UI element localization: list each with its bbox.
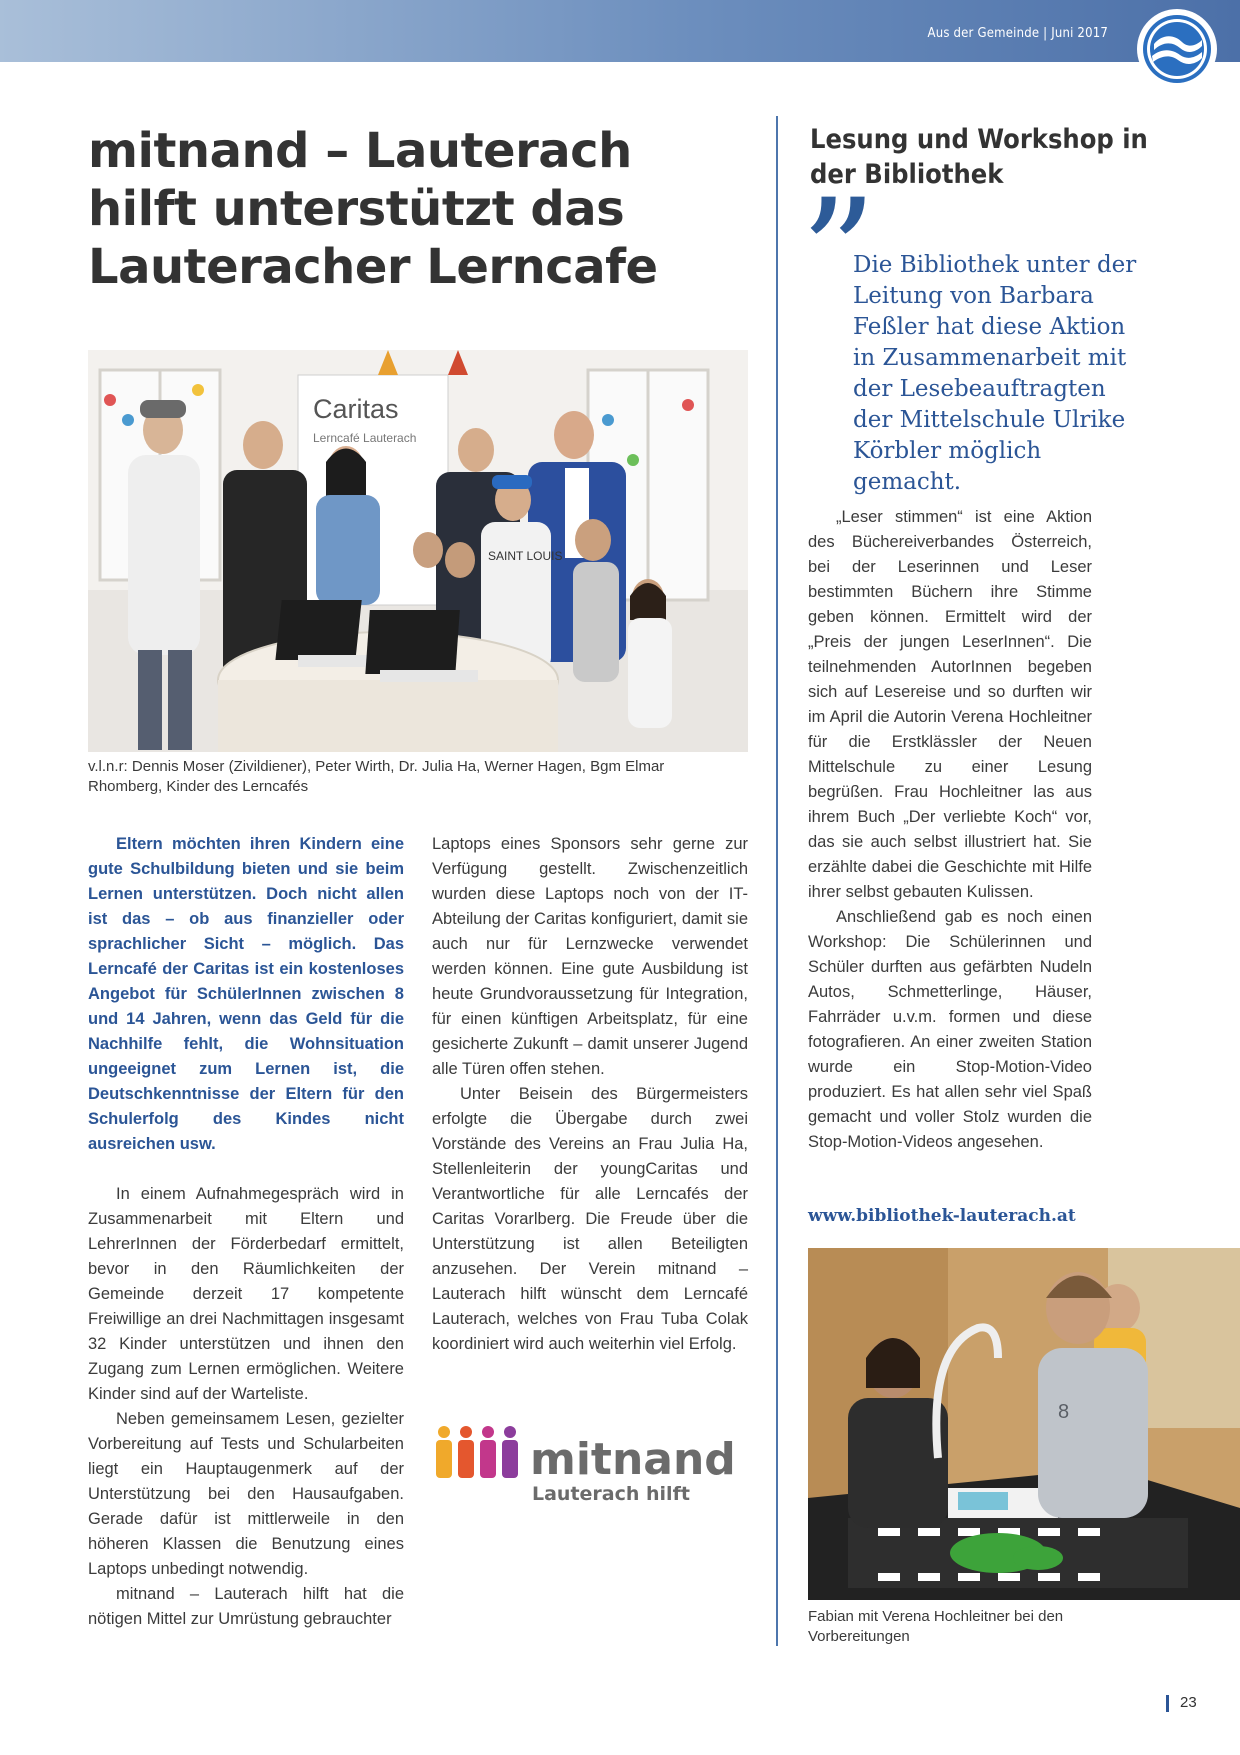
wave-emblem-icon	[1140, 12, 1214, 86]
photo-caption: v.l.n.r: Dennis Moser (Zivildiener), Peter Wirth, Dr. Julia Ha, Werner Hagen, Bgm Elmar Rhomberg, Kinder des Lerncafés	[88, 758, 665, 795]
banner-sub-text: Lerncafé Lauterach	[313, 431, 417, 445]
paragraph: In einem Aufnahmegespräch wird in Zusammenarbeit mit Eltern und LehrerInnen der Förderbedarf ermittelt, bevor in den Räumlichkeiten der Gemeinde derzeit 17 kompetente Freiwillige an drei Nachmittagen insgesamt 32 Kinder unterstützen und ihnen den Zugang zum Lernen ermöglichen. Weitere Kinder sind auf der Warteliste.	[88, 1185, 404, 1403]
quote-mark-icon: ”	[800, 168, 877, 342]
paragraph: Laptops eines Sponsors sehr gerne zur Verfügung gestellt. Zwischenzeitlich wurden diese Laptops noch von der IT-Abteilung der Caritas konfiguriert, damit sie auch nur für Lernzwecke verwendet werden können. Eine gute Ausbildung ist heute Grundvoraussetzung für Integration, für einen künftigen Arbeitsplatz, für eine gesicherte Zukunft – damit unserer Jugend alle Türen offen stehen.	[432, 835, 748, 1078]
logo-sub: Lauterach hilft	[532, 1483, 690, 1505]
workshop-caption: Fabian mit Verena Hochleitner bei den Vorbereitungen	[808, 1608, 1064, 1645]
library-link[interactable]: www.bibliothek-lauterach.at	[808, 1206, 1076, 1226]
logo-name: mitnand	[530, 1434, 736, 1485]
svg-text:8: 8	[1058, 1401, 1070, 1423]
issue-label: Aus der Gemeinde | Juni 2017	[927, 26, 1108, 41]
sidebar-heading: Lesung und Workshop in der Bibliothek	[810, 124, 1148, 190]
page-number: 23	[1180, 1694, 1197, 1711]
mitnand-logo	[432, 1418, 752, 1508]
paragraph: Neben gemeinsamem Lesen, gezielter Vorbereitung auf Tests und Schularbeiten liegt ein Hauptaugenmerk auf der Unterstützung bei den Hausaufgaben. Gerade dafür ist mittlerweile in den höheren Klassen die Benutzung eines Laptops unbedingt notwendig.	[88, 1410, 404, 1578]
paragraph: „Leser stimmen“ ist eine Aktion des Büchereiverbandes Österreich, bei der Leserinnen und Leser bestimmten Büchern ihre Stimme geben können. Ermittelt wird der „Preis der jungen LeserInnen“. Die teilnehmenden AutorInnen begeben sich auf Lesereise und so durften wir im April die Autorin Verena Hochleitner für die Erstklässler der Neuen Mittelschule zu einer Lesung begrüßen. Frau Hochleitner las aus ihrem Buch „Der verliebte Koch“ vor, das sie auch selbst illustriert hat. Sie erzählte dabei die Geschichte mit Hilfe ihrer selbst gebauten Kulissen.	[808, 508, 1092, 901]
paragraph: Unter Beisein des Bürgermeisters erfolgte die Übergabe durch zwei Vorstände des Vereins an Frau Julia Ha, Stellenleiterin der youngCaritas und Verantwortliche für alle Lerncafés der Caritas Vorarlberg. Die Freude über die Unterstützung ist allen Beteiligten anzusehen. Der Verein mitnand – Lauterach hilft wünscht dem Lerncafé Lauterach, welches von Frau Tuba Colak koordiniert wird auch weiterhin viel Erfolg.	[432, 1085, 748, 1353]
svg-text:SAINT LOUIS: SAINT LOUIS	[488, 549, 563, 563]
workshop-photo	[808, 1248, 1240, 1600]
article-column-left	[88, 832, 404, 1632]
people-figures-icon	[436, 1426, 518, 1478]
group-photo	[88, 350, 748, 752]
column-divider	[776, 116, 778, 1646]
municipality-logo	[1140, 12, 1214, 86]
sidebar-column	[808, 505, 1092, 1155]
paragraph: Anschließend gab es noch einen Workshop: Die Schülerinnen und Schüler durften aus gefärbten Nudeln Autos, Schmetterlinge, Häuser, Fahrräder u.v.m. formen und diese fotografieren. An einer zweiten Station wurde ein Stop-Motion-Video produziert. Es hat allen sehr viel Spaß gemacht und voller Stolz wurden die Stop-Motion-Videos angesehen.	[808, 908, 1092, 1151]
paragraph: mitnand – Lauterach hilft hat die nötigen Mittel zur Umrüstung gebrauchter	[88, 1585, 404, 1628]
lead-paragraph: Eltern möchten ihren Kindern eine gute Schulbildung bieten und sie beim Lernen unterstützen. Doch nicht allen ist das – ob aus finanzieller oder sprachlicher Sicht – möglich. Das Lerncafé der Caritas ist ein kostenloses Angebot für SchülerInnen zwischen 8 und 14 Jahren, wenn das Geld für die Nachhilfe fehlt, die Wohnsituation ungeeignet zum Lernen ist, die Deutschkenntnisse der Eltern für den Schulerfolg des Kindes nicht ausreichen usw.	[88, 835, 404, 1153]
article-column-middle	[432, 832, 748, 1357]
banner-caritas-text: Caritas	[313, 394, 399, 424]
page-number-bar	[1166, 1695, 1169, 1712]
pull-quote: Die Bibliothek unter der Leitung von Barbara Feßler hat diese Aktion in Zusammenarbeit mit der Lesebeauftragten der Mittelschule Ulrike Körbler möglich gemacht.	[853, 252, 1137, 495]
article-title: mitnand – Lauterach hilft unterstützt das Lauteracher Lerncafe	[88, 123, 658, 295]
